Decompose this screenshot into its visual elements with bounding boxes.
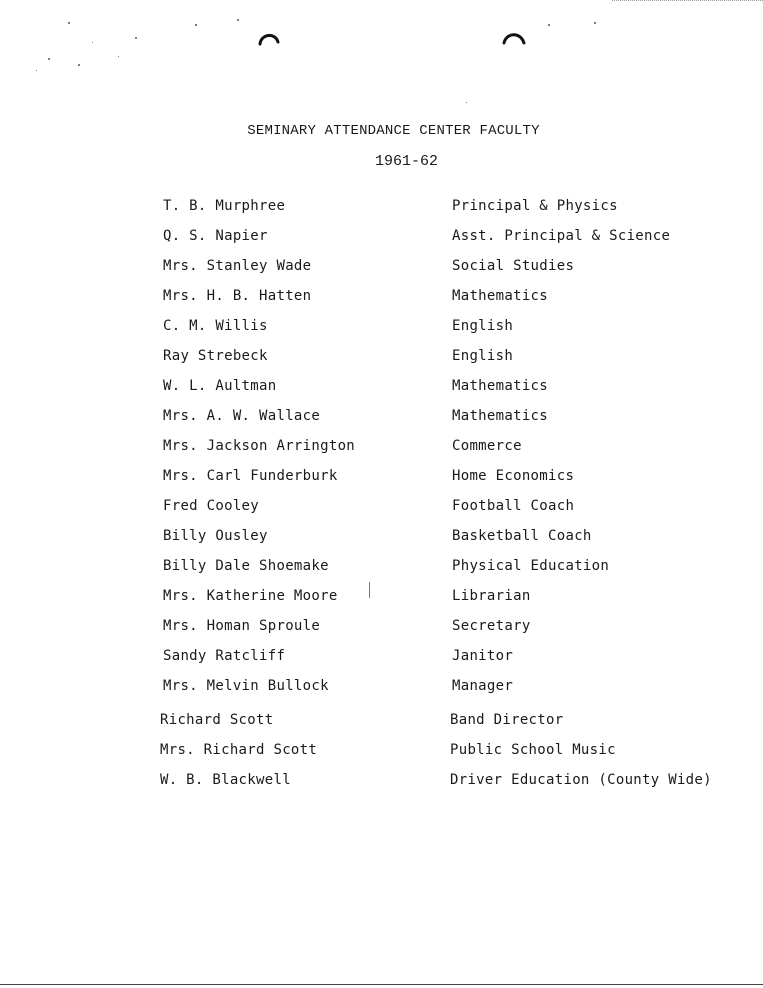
faculty-role: Asst. Principal & Science [452, 228, 671, 244]
faculty-role: Janitor [452, 648, 514, 664]
faculty-row [0, 468, 763, 490]
faculty-name: Mrs. Carl Funderburk [163, 468, 338, 484]
faculty-row [0, 378, 763, 400]
faculty-row [0, 742, 763, 764]
faculty-row [0, 498, 763, 520]
faculty-row [0, 408, 763, 430]
faculty-role: Mathematics [452, 378, 549, 394]
faculty-row [0, 648, 763, 670]
faculty-row [0, 558, 763, 580]
faculty-role: English [452, 348, 514, 364]
faculty-role: Physical Education [452, 558, 610, 574]
faculty-role: Librarian [452, 588, 531, 604]
faculty-name: Billy Ousley [163, 528, 268, 544]
faculty-row [0, 618, 763, 640]
faculty-role: Principal & Physics [452, 198, 618, 214]
faculty-role: Mathematics [452, 408, 549, 424]
faculty-name: Q. S. Napier [163, 228, 268, 244]
bottom-edge-line [0, 984, 763, 985]
faculty-role: Manager [452, 678, 514, 694]
faculty-name: Mrs. A. W. Wallace [163, 408, 321, 424]
faculty-row [0, 228, 763, 250]
faculty-row [0, 318, 763, 340]
document-year: 1961-62 [374, 153, 438, 170]
faculty-row [0, 348, 763, 370]
faculty-name: Mrs. Melvin Bullock [163, 678, 329, 694]
faculty-row [0, 258, 763, 280]
faculty-name: Ray Strebeck [163, 348, 268, 364]
faculty-name: Mrs. Richard Scott [160, 742, 318, 758]
faculty-name: Billy Dale Shoemake [163, 558, 329, 574]
faculty-role: Commerce [452, 438, 522, 454]
faculty-name: Mrs. Jackson Arrington [163, 438, 356, 454]
faculty-row [0, 198, 763, 220]
faculty-name: Mrs. Katherine Moore [163, 588, 338, 604]
faculty-row [0, 528, 763, 550]
faculty-role: Football Coach [452, 498, 575, 514]
faculty-role: Public School Music [450, 742, 616, 758]
faculty-name: W. L. Aultman [163, 378, 277, 394]
faculty-name: T. B. Murphree [163, 198, 286, 214]
faculty-row [0, 588, 763, 610]
faculty-row [0, 712, 763, 734]
faculty-name: Sandy Ratcliff [163, 648, 286, 664]
faculty-role: Mathematics [452, 288, 549, 304]
faculty-role: Driver Education (County Wide) [450, 772, 712, 788]
faculty-role: Home Economics [452, 468, 575, 484]
faculty-name: Richard Scott [160, 712, 274, 728]
faculty-name: C. M. Willis [163, 318, 268, 334]
document-title-text: SEMINARY ATTENDANCE CENTER FACULTY [247, 123, 540, 139]
faculty-role: Secretary [452, 618, 531, 634]
faculty-name: Mrs. H. B. Hatten [163, 288, 312, 304]
faculty-role: Band Director [450, 712, 564, 728]
faculty-name: Fred Cooley [163, 498, 260, 514]
faculty-row [0, 678, 763, 700]
faculty-role: English [452, 318, 514, 334]
faculty-row [0, 288, 763, 310]
faculty-role: Social Studies [452, 258, 575, 274]
faculty-role: Basketball Coach [452, 528, 592, 544]
faculty-name: W. B. Blackwell [160, 772, 291, 788]
faculty-name: Mrs. Stanley Wade [163, 258, 312, 274]
faculty-name: Mrs. Homan Sproule [163, 618, 321, 634]
faculty-row [0, 438, 763, 460]
faculty-row [0, 772, 763, 794]
